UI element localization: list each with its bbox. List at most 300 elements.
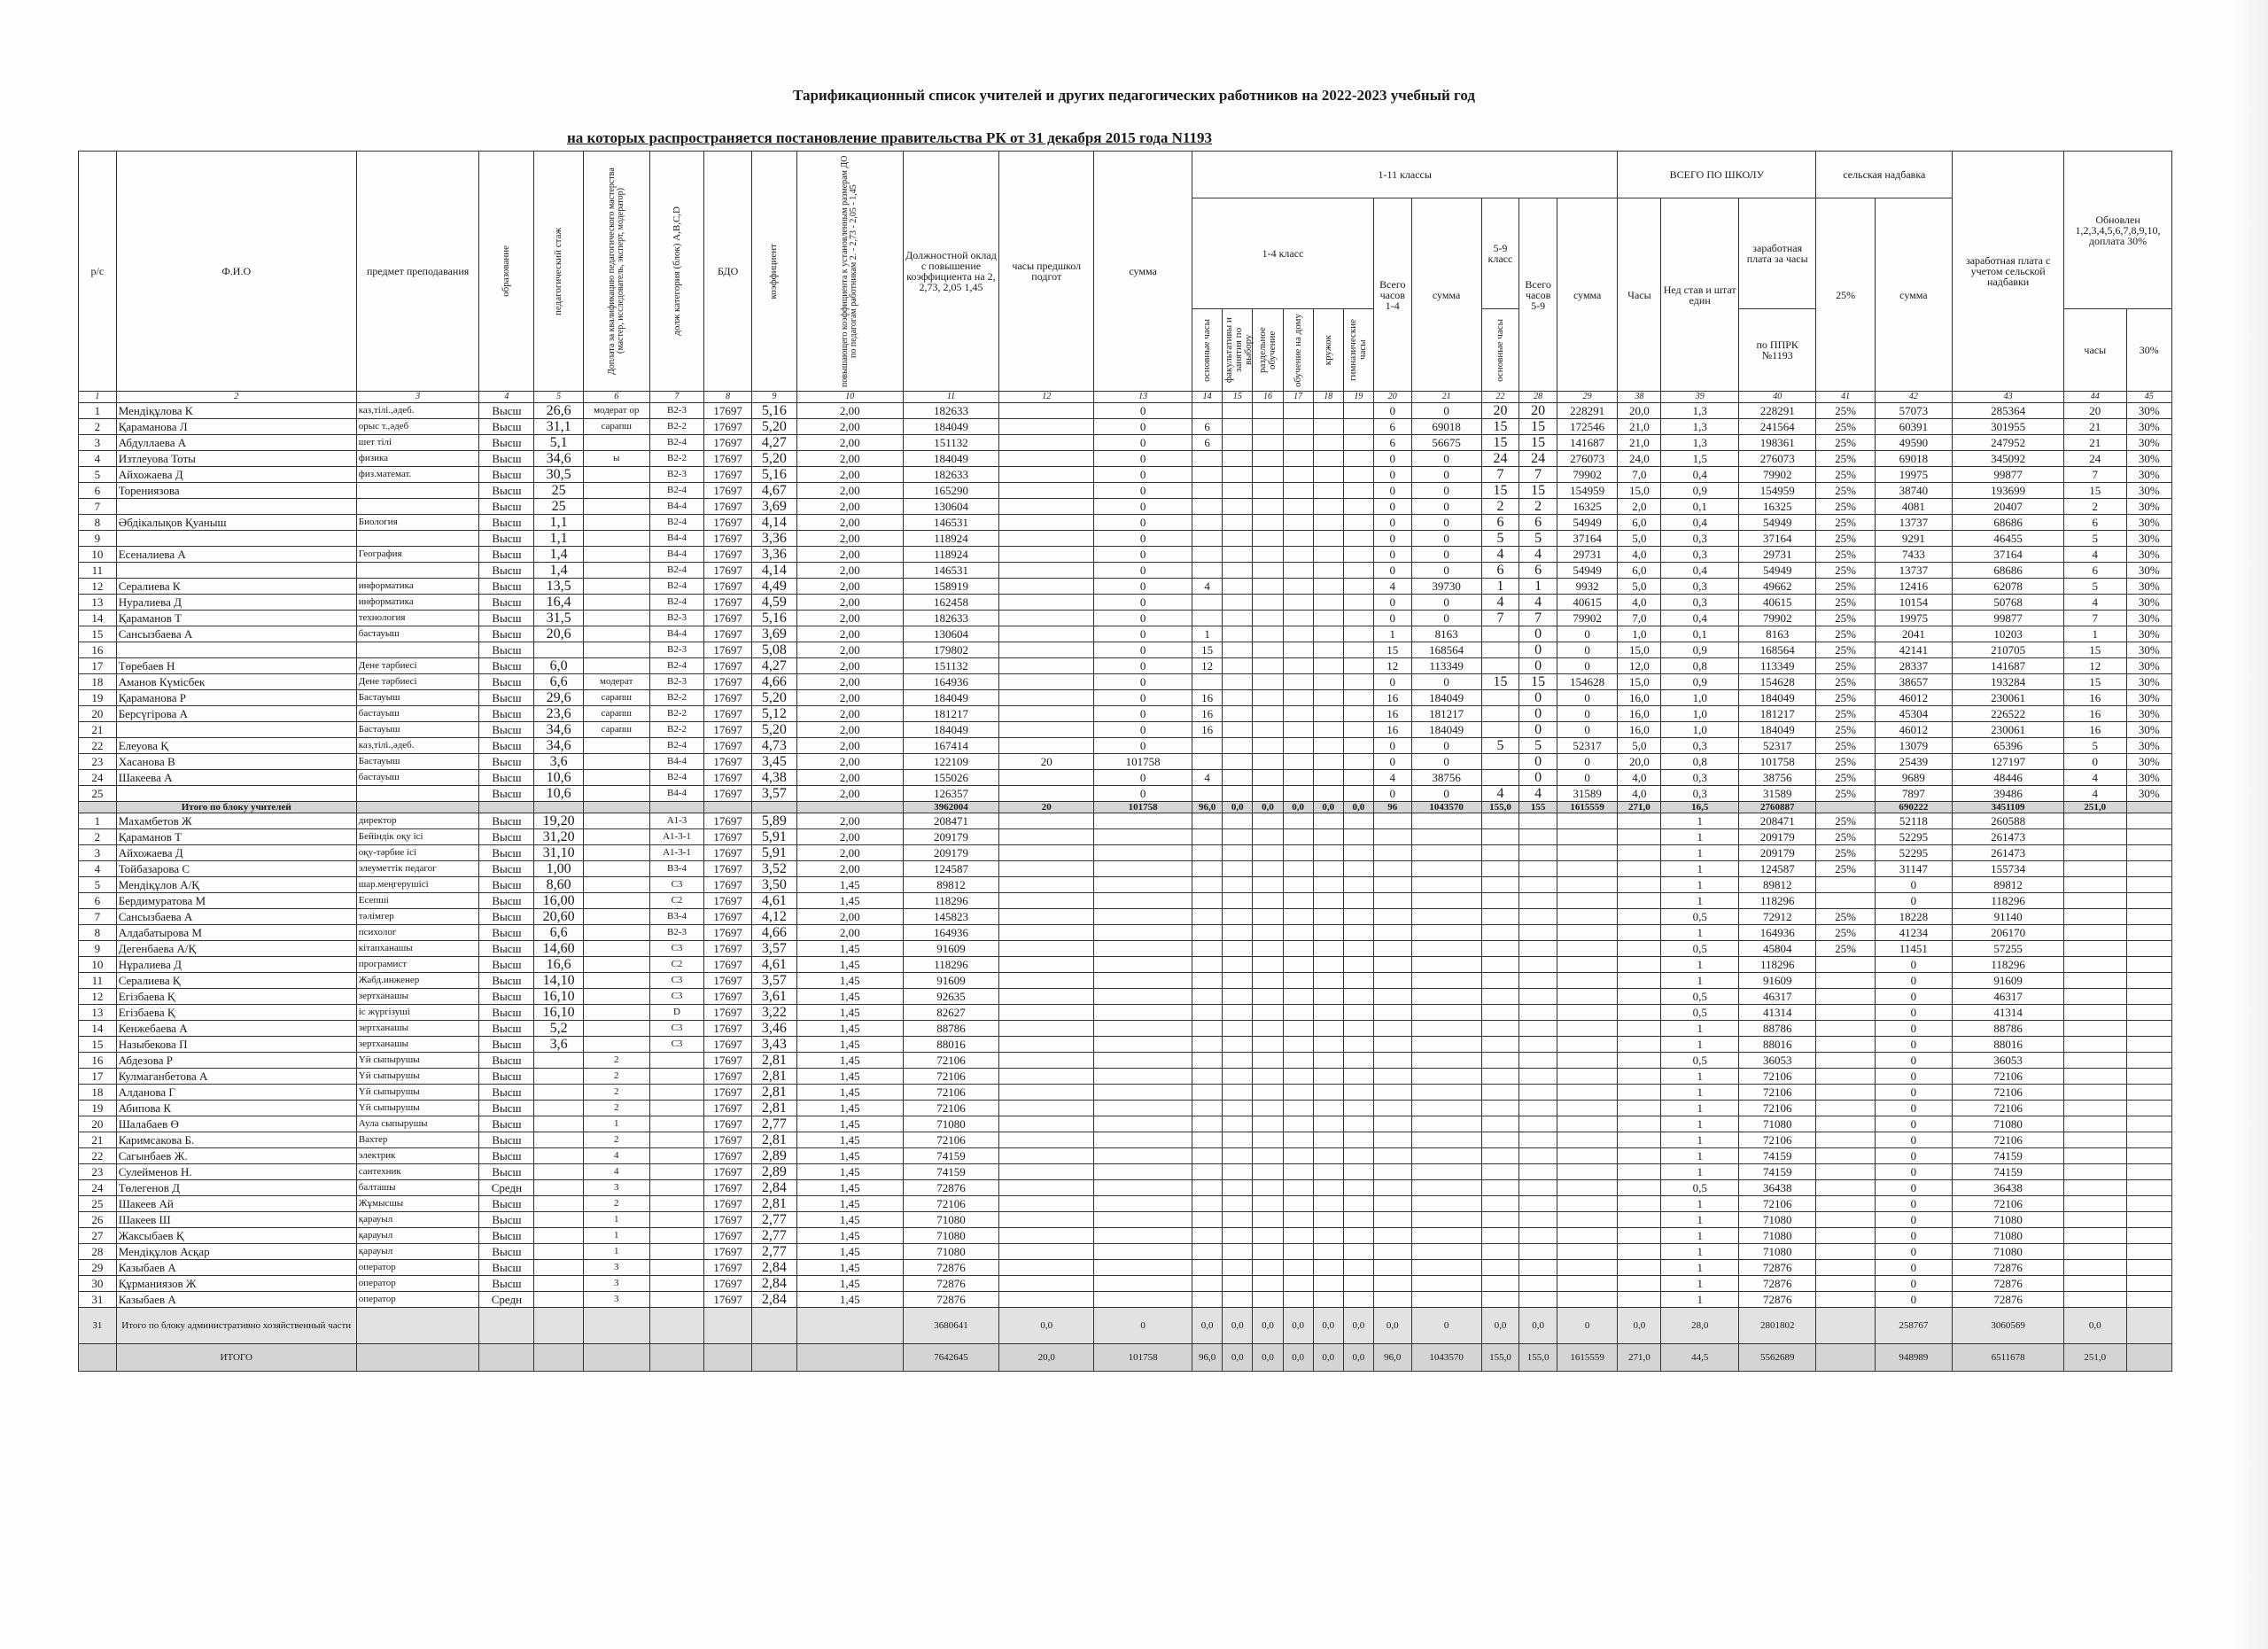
table-cell: 184049: [1738, 722, 1816, 738]
table-cell: [2064, 989, 2126, 1005]
table-cell: 7: [2064, 611, 2126, 626]
table-cell: [1557, 1037, 1617, 1053]
table-cell: [1481, 1037, 1519, 1053]
table-cell: 5,20: [751, 722, 796, 738]
table-cell: 23: [79, 754, 117, 770]
table-cell: [1192, 754, 1223, 770]
table-cell: [1618, 893, 1661, 909]
table-cell: Высш: [479, 1212, 534, 1228]
table-cell: 17697: [704, 1260, 751, 1276]
table-cell: [1223, 1228, 1253, 1244]
table-cell: В2-2: [649, 690, 704, 706]
table-cell: 17697: [704, 957, 751, 973]
table-cell: 12: [2064, 658, 2126, 674]
table-cell: [1373, 1276, 1411, 1292]
table-cell: 13,5: [534, 579, 583, 595]
table-cell: [1481, 941, 1519, 957]
table-cell: [1192, 877, 1223, 893]
table-cell: [1313, 515, 1343, 531]
table-cell: Үй сыпырушы: [356, 1053, 479, 1069]
table-cell: 17697: [704, 1053, 751, 1069]
table-cell: [116, 531, 356, 547]
header-coefficient: [751, 152, 796, 392]
table-cell: В2-2: [649, 706, 704, 722]
table-cell: 96: [1373, 802, 1411, 813]
table-cell: 0: [1557, 690, 1617, 706]
table-cell: 72876: [903, 1260, 999, 1276]
table-cell: 13737: [1875, 515, 1953, 531]
table-cell: [1481, 1212, 1519, 1228]
table-cell: 1: [79, 403, 117, 419]
table-cell: 209179: [903, 829, 999, 845]
table-cell: 25%: [1816, 813, 1875, 829]
table-cell: сарапш: [583, 722, 649, 738]
table-cell: 6,0: [1618, 515, 1661, 531]
table-cell: 26,6: [534, 403, 583, 419]
table-cell: 17697: [704, 626, 751, 642]
table-cell: Құрманиязов Ж: [116, 1276, 356, 1292]
table-cell: 0: [1373, 451, 1411, 467]
table-cell: 0: [1373, 483, 1411, 499]
table-cell: 1,45: [797, 989, 904, 1005]
table-cell: 0,8: [1661, 658, 1739, 674]
table-row: [79, 706, 2172, 722]
table-cell: 10: [79, 547, 117, 563]
table-cell: [1557, 1101, 1617, 1116]
table-cell: [1557, 1132, 1617, 1148]
table-cell: 182633: [903, 467, 999, 483]
table-cell: [479, 1344, 534, 1372]
table-cell: [1192, 467, 1223, 483]
table-cell: 6: [1373, 435, 1411, 451]
table-cell: [1192, 1228, 1223, 1244]
table-cell: 54949: [1557, 515, 1617, 531]
table-cell: 2801802: [1738, 1308, 1816, 1344]
table-cell: [356, 499, 479, 515]
table-cell: [1192, 451, 1223, 467]
table-cell: 2,81: [751, 1101, 796, 1116]
table-cell: 68686: [1953, 563, 2064, 579]
table-cell: 0,0: [1283, 1344, 1313, 1372]
table-cell: 1: [1661, 1260, 1739, 1276]
table-cell: 23: [79, 1164, 117, 1180]
table-cell: 0: [1519, 642, 1557, 658]
table-cell: Высш: [479, 893, 534, 909]
table-cell: 141687: [1557, 435, 1617, 451]
table-cell: 4,67: [751, 483, 796, 499]
paper-edge: [2233, 0, 2268, 1649]
table-cell: [999, 925, 1094, 941]
table-cell: 42141: [1875, 642, 1953, 658]
table-cell: [1816, 1244, 1875, 1260]
table-cell: [999, 877, 1094, 893]
table-row: [79, 626, 2172, 642]
table-cell: 71080: [1738, 1228, 1816, 1244]
table-cell: 71080: [903, 1228, 999, 1244]
table-cell: 0,0: [1313, 802, 1343, 813]
table-cell: 4,14: [751, 515, 796, 531]
table-cell: [1223, 786, 1253, 802]
table-cell: 3,45: [751, 754, 796, 770]
table-cell: Изтлеуова Тоты: [116, 451, 356, 467]
table-cell: 241564: [1738, 419, 1816, 435]
table-cell: [2126, 813, 2172, 829]
column-number: 28: [1519, 392, 1557, 403]
table-cell: 4: [1481, 595, 1519, 611]
table-cell: [1373, 1005, 1411, 1021]
table-cell: В4-4: [649, 754, 704, 770]
table-cell: Казыбаев А: [116, 1292, 356, 1308]
table-cell: [1094, 1021, 1192, 1037]
table-cell: [1223, 674, 1253, 690]
table-cell: 0: [1411, 547, 1481, 563]
table-cell: 251,0: [2064, 1344, 2126, 1372]
column-number: 10: [797, 392, 904, 403]
table-cell: [1519, 1132, 1557, 1148]
table-cell: [583, 467, 649, 483]
table-cell: 4: [1192, 770, 1223, 786]
table-cell: [1192, 909, 1223, 925]
header-home: [1283, 309, 1313, 392]
table-cell: 4: [583, 1148, 649, 1164]
table-cell: 154628: [1557, 674, 1617, 690]
table-cell: 17697: [704, 435, 751, 451]
table-cell: 15: [2064, 674, 2126, 690]
table-row: [79, 1021, 2172, 1037]
table-cell: [1816, 1180, 1875, 1196]
table-cell: 30%: [2126, 483, 2172, 499]
table-cell: 17697: [704, 690, 751, 706]
table-cell: [1283, 1260, 1313, 1276]
table-row: [79, 1037, 2172, 1053]
table-cell: [1313, 531, 1343, 547]
table-cell: 118296: [1953, 957, 2064, 973]
table-cell: 9291: [1875, 531, 1953, 547]
table-cell: 13737: [1875, 563, 1953, 579]
table-cell: 151132: [903, 658, 999, 674]
table-cell: 15: [2064, 642, 2126, 658]
table-cell: [583, 563, 649, 579]
table-cell: [1618, 813, 1661, 829]
table-cell: 2,00: [797, 547, 904, 563]
table-cell: [356, 802, 479, 813]
table-cell: 1,45: [797, 1037, 904, 1053]
column-number: 44: [2064, 392, 2126, 403]
table-cell: [1192, 499, 1223, 515]
table-cell: 25%: [1816, 738, 1875, 754]
table-cell: 11: [79, 563, 117, 579]
table-cell: [2064, 1148, 2126, 1164]
table-cell: [79, 1344, 117, 1372]
table-cell: [1618, 1196, 1661, 1212]
table-cell: 52295: [1875, 829, 1953, 845]
table-cell: 23,6: [534, 706, 583, 722]
table-cell: 271,0: [1618, 1344, 1661, 1372]
table-cell: [583, 813, 649, 829]
table-cell: 17697: [704, 531, 751, 547]
table-cell: 2,77: [751, 1228, 796, 1244]
table-cell: 8,60: [534, 877, 583, 893]
table-cell: 41314: [1738, 1005, 1816, 1021]
table-cell: 21: [2064, 435, 2126, 451]
table-cell: [583, 1344, 649, 1372]
table-cell: 345092: [1953, 451, 2064, 467]
table-cell: [1373, 1116, 1411, 1132]
table-cell: 11: [79, 973, 117, 989]
table-cell: 2,00: [797, 690, 904, 706]
table-cell: А1-3-1: [649, 829, 704, 845]
table-cell: 17697: [704, 845, 751, 861]
table-cell: 179802: [903, 642, 999, 658]
table-cell: 101758: [1094, 1344, 1192, 1372]
table-cell: [649, 1228, 704, 1244]
table-row: [79, 1116, 2172, 1132]
table-cell: [649, 1276, 704, 1292]
table-cell: [999, 738, 1094, 754]
table-cell: С3: [649, 1021, 704, 1037]
table-cell: 16: [1192, 690, 1223, 706]
table-cell: 0,3: [1661, 547, 1739, 563]
table-cell: [2126, 1308, 2172, 1344]
table-cell: [1283, 483, 1313, 499]
table-cell: оператор: [356, 1260, 479, 1276]
table-cell: 3962004: [903, 802, 999, 813]
table-cell: ИТОГО: [116, 1344, 356, 1372]
table-cell: 4: [1192, 579, 1223, 595]
table-cell: [1253, 595, 1283, 611]
table-row: [79, 941, 2172, 957]
table-cell: Жаксыбаев Қ: [116, 1228, 356, 1244]
table-cell: 0,9: [1661, 483, 1739, 499]
table-cell: 1,45: [797, 1085, 904, 1101]
table-cell: [1343, 1260, 1373, 1276]
table-cell: [1253, 989, 1283, 1005]
table-cell: [116, 563, 356, 579]
table-cell: 5,16: [751, 467, 796, 483]
table-cell: 25%: [1816, 626, 1875, 642]
table-cell: 271,0: [1618, 802, 1661, 813]
header-stazh: [534, 152, 583, 392]
table-cell: Бейіндік оқу ісі: [356, 829, 479, 845]
table-cell: [1557, 1085, 1617, 1101]
table-cell: 1,45: [797, 1116, 904, 1132]
table-cell: [1223, 515, 1253, 531]
table-cell: физ.математ.: [356, 467, 479, 483]
table-cell: 0: [1094, 706, 1192, 722]
table-cell: 1: [1661, 1021, 1739, 1037]
table-cell: В2-4: [649, 770, 704, 786]
table-cell: Бердимуратова М: [116, 893, 356, 909]
column-number: 19: [1343, 392, 1373, 403]
table-cell: [1313, 957, 1343, 973]
table-cell: [1519, 1228, 1557, 1244]
table-cell: [1343, 419, 1373, 435]
table-cell: 17697: [704, 1021, 751, 1037]
table-cell: 2,00: [797, 531, 904, 547]
table-cell: 16,4: [534, 595, 583, 611]
table-cell: [1313, 1053, 1343, 1069]
table-cell: 16325: [1557, 499, 1617, 515]
table-cell: [1313, 611, 1343, 626]
table-cell: 208471: [1738, 813, 1816, 829]
table-cell: [583, 515, 649, 531]
table-cell: [1343, 531, 1373, 547]
table-cell: [583, 1308, 649, 1344]
column-number: 45: [2126, 392, 2172, 403]
table-cell: 20: [1519, 403, 1557, 419]
table-cell: [1343, 403, 1373, 419]
table-cell: [1223, 1085, 1253, 1101]
table-cell: [1253, 451, 1283, 467]
table-cell: [1283, 754, 1313, 770]
table-cell: [1816, 957, 1875, 973]
table-cell: [1223, 435, 1253, 451]
table-cell: [1411, 1180, 1481, 1196]
table-cell: [1557, 1292, 1617, 1308]
table-cell: 3,50: [751, 877, 796, 893]
table-cell: [1253, 1148, 1283, 1164]
table-cell: [2126, 989, 2172, 1005]
table-cell: [1283, 595, 1313, 611]
table-cell: 99877: [1953, 467, 2064, 483]
table-cell: Высш: [479, 989, 534, 1005]
table-cell: 228291: [1557, 403, 1617, 419]
column-number: 4: [479, 392, 534, 403]
column-number: 9: [751, 392, 796, 403]
table-row: [79, 531, 2172, 547]
table-cell: 2041: [1875, 626, 1953, 642]
table-cell: [1253, 706, 1283, 722]
table-cell: [1519, 1116, 1557, 1132]
header-group-school: ВСЕГО ПО ШКОЛУ: [1618, 152, 1816, 198]
table-cell: [1094, 1228, 1192, 1244]
table-cell: [1283, 1180, 1313, 1196]
column-number: 22: [1481, 392, 1519, 403]
table-cell: [1343, 1037, 1373, 1053]
table-cell: 72106: [1953, 1085, 2064, 1101]
table-cell: С2: [649, 957, 704, 973]
table-cell: 0,3: [1661, 770, 1739, 786]
table-cell: 0: [1094, 674, 1192, 690]
table-cell: [1343, 813, 1373, 829]
table-cell: 2,77: [751, 1212, 796, 1228]
table-cell: [1618, 1132, 1661, 1148]
table-cell: 19975: [1875, 611, 1953, 626]
table-cell: 5562689: [1738, 1344, 1816, 1372]
table-cell: 181217: [1738, 706, 1816, 722]
table-cell: [2126, 1037, 2172, 1053]
table-cell: [2064, 941, 2126, 957]
table-cell: 3: [583, 1260, 649, 1276]
table-cell: 16: [2064, 690, 2126, 706]
table-cell: 0: [1094, 531, 1192, 547]
table-cell: [1192, 611, 1223, 626]
table-cell: [2126, 829, 2172, 845]
table-cell: 2,00: [797, 813, 904, 829]
table-cell: Итого по блоку административно хозяйственный части: [116, 1308, 356, 1344]
table-cell: 2: [1519, 499, 1557, 515]
table-cell: Высш: [479, 813, 534, 829]
table-cell: 0: [1411, 611, 1481, 626]
table-cell: шар.меңгерушісі: [356, 877, 479, 893]
table-cell: 0: [1519, 658, 1557, 674]
table-cell: Мендіқұлова К: [116, 403, 356, 419]
table-cell: 0: [1373, 531, 1411, 547]
table-cell: [1618, 1292, 1661, 1308]
table-cell: [1313, 563, 1343, 579]
table-row: [79, 1212, 2172, 1228]
table-cell: 19: [79, 1101, 117, 1116]
table-cell: [1411, 1085, 1481, 1101]
table-cell: 72876: [1953, 1260, 2064, 1276]
table-cell: 0: [1094, 611, 1192, 626]
table-cell: С2: [649, 893, 704, 909]
table-cell: 2,81: [751, 1069, 796, 1085]
table-cell: [1313, 595, 1343, 611]
table-cell: 6: [1481, 563, 1519, 579]
table-cell: [1411, 1132, 1481, 1148]
table-cell: [1343, 829, 1373, 845]
table-cell: 74159: [1738, 1164, 1816, 1180]
table-cell: 19: [79, 690, 117, 706]
table-cell: [1343, 483, 1373, 499]
table-cell: [2126, 1069, 2172, 1085]
table-cell: 4: [1373, 770, 1411, 786]
table-cell: 25%: [1816, 547, 1875, 563]
table-cell: [999, 1037, 1094, 1053]
table-cell: [1223, 957, 1253, 973]
table-cell: [1343, 499, 1373, 515]
table-cell: 17697: [704, 611, 751, 626]
table-cell: 0,0: [1313, 1308, 1343, 1344]
table-cell: Абдезова Р: [116, 1053, 356, 1069]
table-cell: 6: [1481, 515, 1519, 531]
table-cell: 17697: [704, 1069, 751, 1085]
table-cell: [1253, 547, 1283, 563]
table-cell: 41314: [1953, 1005, 2064, 1021]
table-cell: технология: [356, 611, 479, 626]
table-cell: 17697: [704, 658, 751, 674]
table-cell: [1192, 483, 1223, 499]
table-cell: 25%: [1816, 706, 1875, 722]
table-cell: 168564: [1738, 642, 1816, 658]
table-cell: [1283, 957, 1313, 973]
table-cell: [1223, 1180, 1253, 1196]
header-pct25: 25%: [1816, 198, 1875, 392]
table-cell: 3,36: [751, 547, 796, 563]
table-cell: 72106: [903, 1053, 999, 1069]
table-cell: [1283, 941, 1313, 957]
table-cell: [1253, 1260, 1283, 1276]
table-cell: Высш: [479, 1116, 534, 1132]
table-cell: 1043570: [1411, 802, 1481, 813]
table-cell: 0,4: [1661, 563, 1739, 579]
table-cell: 9689: [1875, 770, 1953, 786]
table-cell: [1481, 754, 1519, 770]
table-cell: Егізбаева Қ: [116, 1005, 356, 1021]
table-cell: [999, 909, 1094, 925]
table-cell: [2126, 1053, 2172, 1069]
table-cell: [1557, 1005, 1617, 1021]
table-cell: 0,0: [1223, 1344, 1253, 1372]
table-cell: [1192, 1085, 1223, 1101]
table-cell: 3: [583, 1180, 649, 1196]
table-cell: [1313, 1101, 1343, 1116]
table-cell: 2,00: [797, 611, 904, 626]
table-cell: [1519, 1021, 1557, 1037]
table-cell: 17697: [704, 595, 751, 611]
table-cell: [999, 1085, 1094, 1101]
